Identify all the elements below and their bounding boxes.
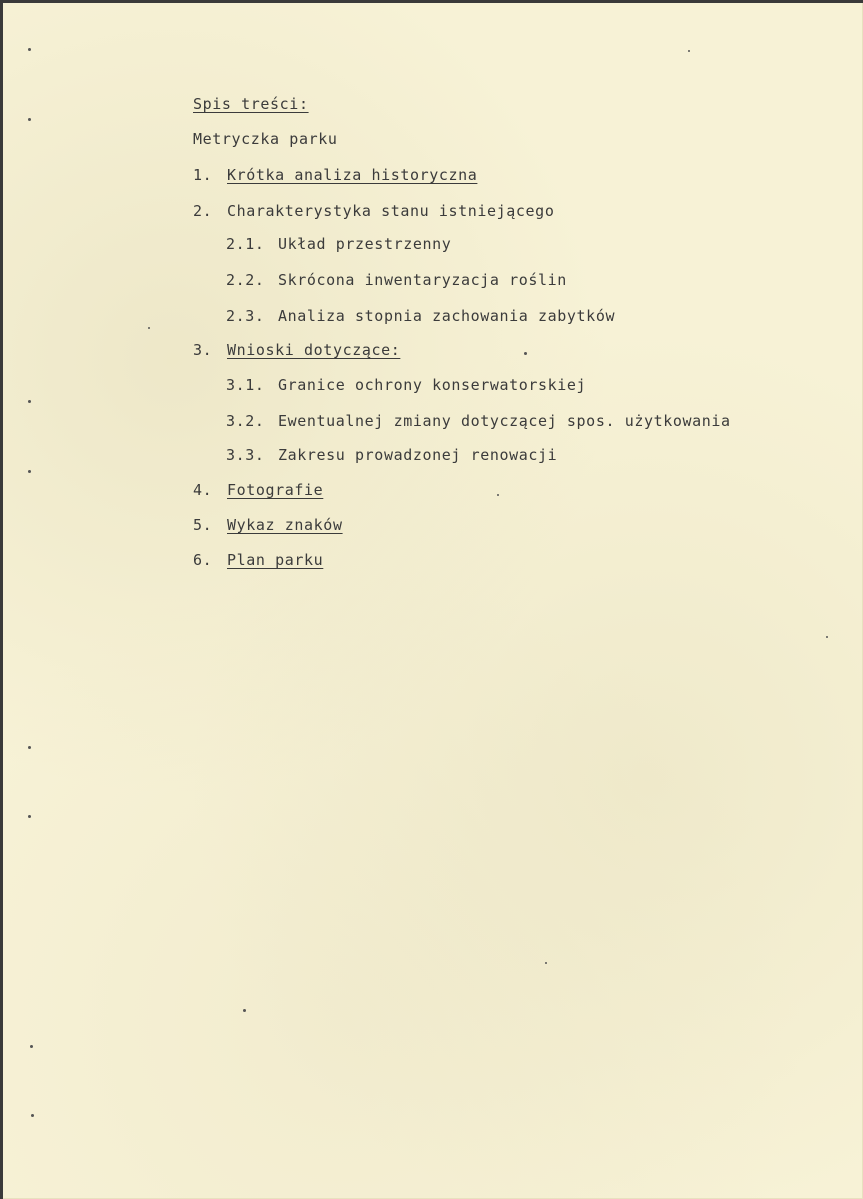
dust-speck — [28, 400, 31, 403]
dust-speck — [497, 494, 499, 496]
toc-item-2-3 — [226, 307, 615, 325]
toc-item-label: Zakresu prowadzonej renowacji — [278, 446, 558, 464]
dust-speck — [31, 1114, 34, 1117]
toc-item-6 — [193, 551, 323, 569]
scan-left-edge — [0, 0, 3, 1199]
toc-item-number: 4. — [193, 481, 213, 499]
toc-item-number: 3.2. — [226, 412, 265, 430]
toc-item-2 — [193, 202, 554, 220]
toc-item-2-2 — [226, 271, 567, 289]
dust-speck — [28, 48, 31, 51]
toc-item-label: Plan parku — [227, 551, 324, 569]
toc-item-number: 2.1. — [226, 235, 265, 253]
toc-item-label: Skrócona inwentaryzacja roślin — [278, 271, 567, 289]
toc-item-number: 5. — [193, 516, 213, 534]
toc-intro: Metryczka parku — [193, 130, 338, 148]
dust-speck — [545, 962, 547, 964]
toc-item-label: Układ przestrzenny — [278, 235, 452, 253]
toc-item-number: 3.1. — [226, 376, 265, 394]
dust-speck — [28, 470, 31, 473]
toc-item-3 — [193, 341, 400, 359]
dust-speck — [28, 746, 31, 749]
toc-item-1 — [193, 166, 477, 184]
dust-speck — [524, 352, 527, 355]
dust-speck — [148, 327, 150, 329]
toc-item-label: Fotografie — [227, 481, 324, 499]
dust-speck — [28, 815, 31, 818]
dust-speck — [826, 636, 828, 638]
toc-item-label: Wnioski dotyczące: — [227, 341, 401, 359]
dust-speck — [688, 50, 690, 52]
toc-item-number: 2.2. — [226, 271, 265, 289]
dust-speck — [243, 1009, 246, 1012]
dust-speck — [28, 118, 31, 121]
toc-item-3-3 — [226, 446, 557, 464]
toc-item-3-2 — [226, 412, 731, 430]
toc-item-number: 3. — [193, 341, 213, 359]
toc-heading: Spis treści: — [193, 95, 309, 113]
toc-item-5 — [193, 516, 343, 534]
toc-item-label: Analiza stopnia zachowania zabytków — [278, 307, 616, 325]
toc-item-2-1 — [226, 235, 451, 253]
scan-top-edge — [0, 0, 863, 3]
toc-item-number: 1. — [193, 166, 213, 184]
toc-item-number: 2. — [193, 202, 213, 220]
toc-item-number: 2.3. — [226, 307, 265, 325]
toc-item-3-1 — [226, 376, 586, 394]
toc-item-4 — [193, 481, 323, 499]
toc-item-label: Ewentualnej zmiany dotyczącej spos. użytkowania — [278, 412, 731, 430]
dust-speck — [30, 1045, 33, 1048]
toc-item-label: Krótka analiza historyczna — [227, 166, 478, 184]
toc-item-label: Wykaz znaków — [227, 516, 343, 534]
toc-item-label: Granice ochrony konserwatorskiej — [278, 376, 587, 394]
toc-item-number: 3.3. — [226, 446, 265, 464]
toc-item-number: 6. — [193, 551, 213, 569]
toc-item-label: Charakterystyka stanu istniejącego — [227, 202, 555, 220]
